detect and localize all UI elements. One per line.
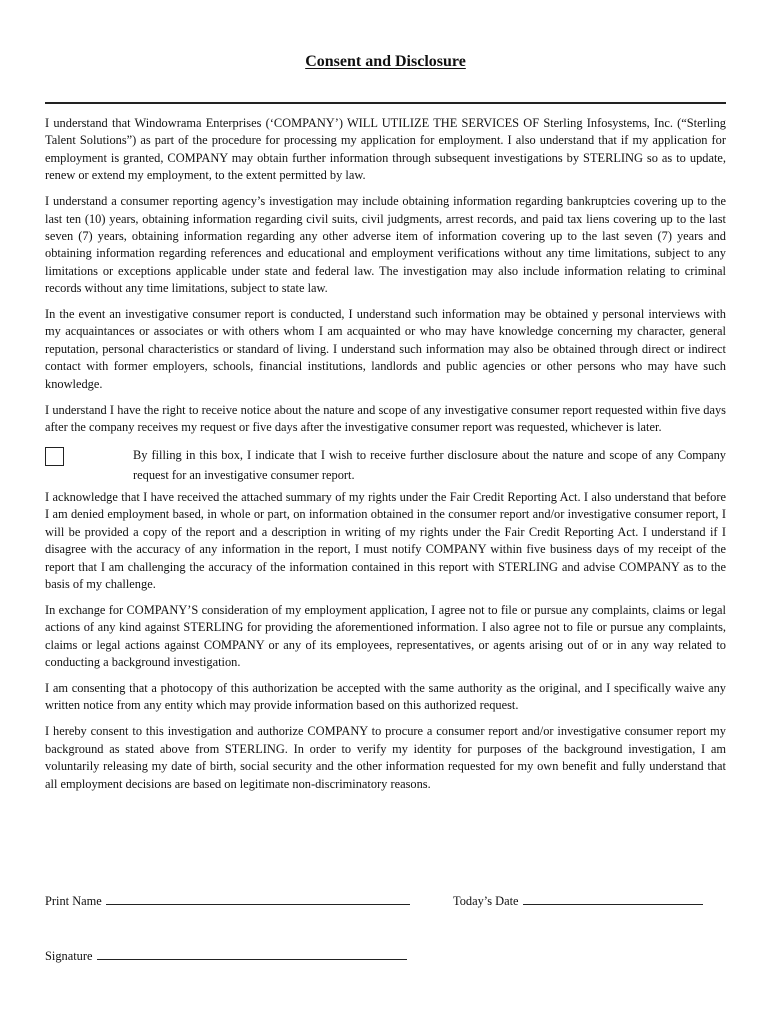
paragraph-release-of-claims: In exchange for COMPANY’S consideration of my employment application, I agree not to file or pursue any complaints, claims or legal actions of any kind against STERLING for providing the aforementioned information. I also agree not to file or pursue any complaints, claims or legal actions against COMPANY or any of its employees, representatives, or agents arising out of or in any way related to conducting a background investigation. bbox=[45, 602, 726, 670]
print-name-row bbox=[45, 893, 410, 909]
todays-date-row bbox=[453, 893, 703, 909]
signature-row bbox=[45, 948, 407, 964]
paragraph-photocopy-consent: I am consenting that a photocopy of this authorization be accepted with the same authority as the original, and I specifically waive any written notice from any entity which may provide information based on this authorized request. bbox=[45, 680, 726, 713]
paragraph-services: I understand that Windowrama Enterprises (‘COMPANY’) WILL UTILIZE THE SERVICES OF Sterling Infosystems, Inc. (“Sterling Talent Solutions”) as part of the procedure for processing my application for employment. I also understand that if my application for employment is granted, COMPANY may obtain further information through subsequent investigations by STERLING so as to update, renew or extend my employment, to the extent permitted by law. bbox=[45, 116, 726, 183]
document-title: Consent and Disclosure bbox=[305, 53, 466, 70]
print-name-field[interactable] bbox=[106, 893, 410, 905]
paragraph-authorization: I hereby consent to this investigation and authorize COMPANY to procure a consumer report and/or investigative consumer report my background as stated above from STERLING. In order to verify my identity for purposes of the background investigation, I am voluntarily releasing my date of birth, social security and the other information requested for my own benefit and fully understand that all employment decisions are based on legitimate non-discriminatory reasons. bbox=[45, 724, 726, 791]
paragraph-notice-right: I understand I have the right to receive notice about the nature and scope of any investigative consumer report requested within five days after the company receives my request or five days after the investigative consumer report was requested, whichever is later. bbox=[45, 402, 726, 434]
disclosure-checkbox[interactable] bbox=[45, 447, 64, 466]
todays-date-field[interactable] bbox=[523, 893, 703, 905]
title-divider bbox=[45, 102, 726, 104]
disclosure-checkbox-row bbox=[45, 445, 726, 489]
paragraph-investigation-scope: I understand a consumer reporting agency’s investigation may include obtaining information regarding bankruptcies covering up to the last ten (10) years, obtaining information regarding civil suits, civil judgments, arrest records, and paid tax liens covering up to the last seven (7) years, obtaining information regarding any other adverse item of information covering up to the last seven (7) years and obtaining information regarding references and educational and employment verifications without any time limitations, subject to any limitations or exceptions applicable under state and federal law. The investigation may also include information relating to criminal records without any time limitations, subject to state law. bbox=[45, 194, 726, 296]
print-name-label: Print Name bbox=[45, 894, 102, 908]
signature-label: Signature bbox=[45, 949, 93, 963]
disclosure-checkbox-label: By filling in this box, I indicate that I wish to receive further disclosure about the nature and scope of any Company request for an investigative consumer report. bbox=[133, 447, 726, 482]
paragraph-personal-interviews: In the event an investigative consumer report is conducted, I understand such information may be obtained y personal interviews with my acquaintances or associates or with others whom I am acquainted or who may have knowledge concerning my character, general reputation, personal characteristics or standard of living. I understand such information may also be obtained through direct or indirect contact with former employers, schools, financial institutions, landlords and public agencies or other persons who may have such knowledge. bbox=[45, 307, 726, 391]
paragraph-fcra-acknowledgement: I acknowledge that I have received the attached summary of my rights under the Fair Credit Reporting Act. I also understand that before I am denied employment based, in whole or part, on information obtained in the consumer report and/or investigative consumer report, I will be provided a copy of the report and a description in writing of my rights under the Fair Credit Reporting Act. I understand if I disagree with the accuracy of any information in the report, I must notify COMPANY within five business days of my receipt of the report that I am challenging the accuracy of the information contained in this report with STERLING and advise COMPANY as to the basis of my challenge. bbox=[45, 489, 726, 591]
document-body bbox=[45, 115, 726, 801]
todays-date-label: Today’s Date bbox=[453, 894, 519, 908]
signature-field[interactable] bbox=[97, 948, 407, 960]
